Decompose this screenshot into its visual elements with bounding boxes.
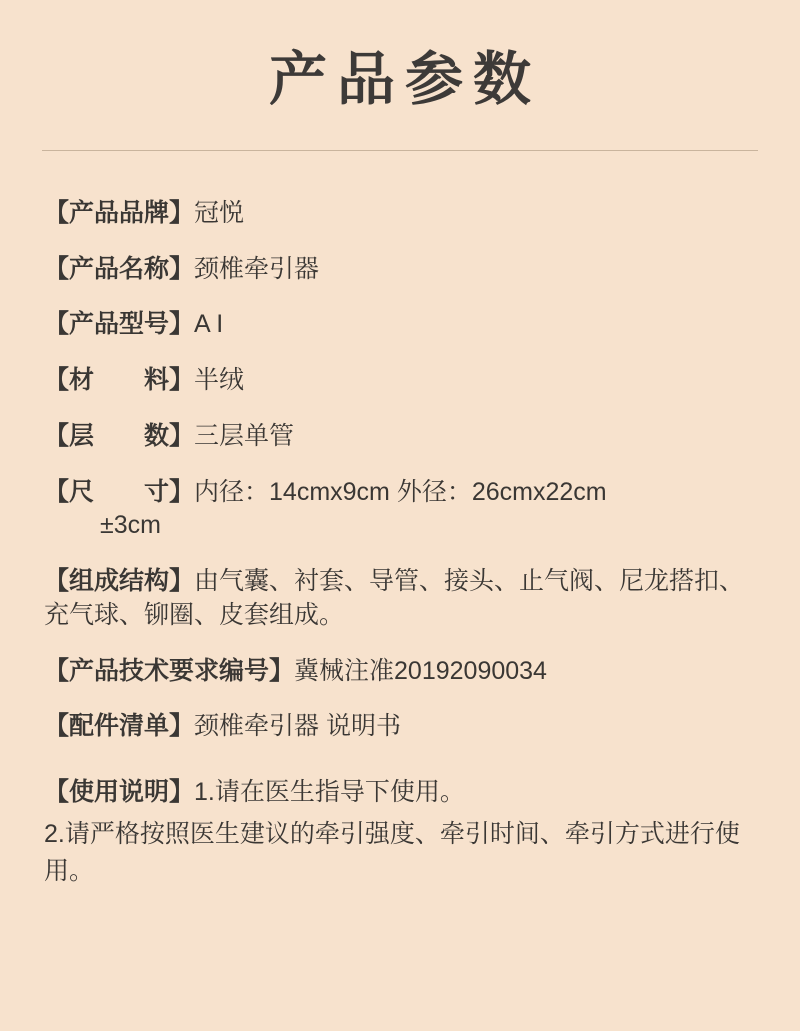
- spec-value: A I: [194, 310, 224, 339]
- usage-line-2: 2.请严格按照医生建议的牵引强度、牵引时间、牵引方式进行使用。: [44, 819, 740, 886]
- spec-value: 冠悦: [194, 198, 245, 227]
- usage-line-1: 1.请在医生指导下使用。: [194, 778, 465, 807]
- spec-row-accessories: [44, 710, 756, 744]
- spec-value: 颈椎牵引器 说明书: [194, 712, 401, 741]
- page-title: 产品参数: [268, 45, 541, 113]
- spec-row-tech-code: [44, 655, 756, 689]
- spec-value: 颈椎牵引器: [194, 254, 320, 283]
- spec-value: 三层单管: [194, 421, 295, 450]
- spec-row: [44, 308, 756, 342]
- spec-value: 内径：14cmx9cm 外径：26cmx22cm: [194, 477, 607, 506]
- spec-value: 半绒: [194, 366, 245, 395]
- spec-row: [44, 253, 756, 287]
- spec-list: [44, 197, 756, 744]
- spec-row: [44, 197, 756, 231]
- spec-value-continuation: ±3cm: [100, 511, 161, 540]
- spec-label: 【产品名称】: [44, 254, 195, 283]
- spec-value: 冀械注准20192090034: [294, 656, 547, 685]
- spec-label: 【尺 寸】: [44, 477, 195, 506]
- usage-first-line: [44, 774, 756, 812]
- spec-label: 【配件清单】: [44, 712, 195, 741]
- usage-instructions: [44, 774, 756, 891]
- spec-label: 【层 数】: [44, 421, 195, 450]
- spec-label: 【组成结构】: [44, 567, 195, 596]
- spec-label: 【材 料】: [44, 366, 195, 395]
- spec-row: [44, 420, 756, 454]
- usage-label: 【使用说明】: [44, 778, 195, 807]
- title-divider: [42, 150, 758, 151]
- spec-row: [44, 364, 756, 398]
- spec-label: 【产品技术要求编号】: [44, 656, 295, 685]
- spec-label: 【产品品牌】: [44, 198, 195, 227]
- spec-row-size: [44, 476, 756, 544]
- spec-value: 由气囊、衬套、导管、接头、止气阀、尼龙搭扣、充气球、铆圈、皮套组成。: [44, 567, 745, 629]
- spec-row-structure: [44, 565, 756, 633]
- spec-label: 【产品型号】: [44, 310, 195, 339]
